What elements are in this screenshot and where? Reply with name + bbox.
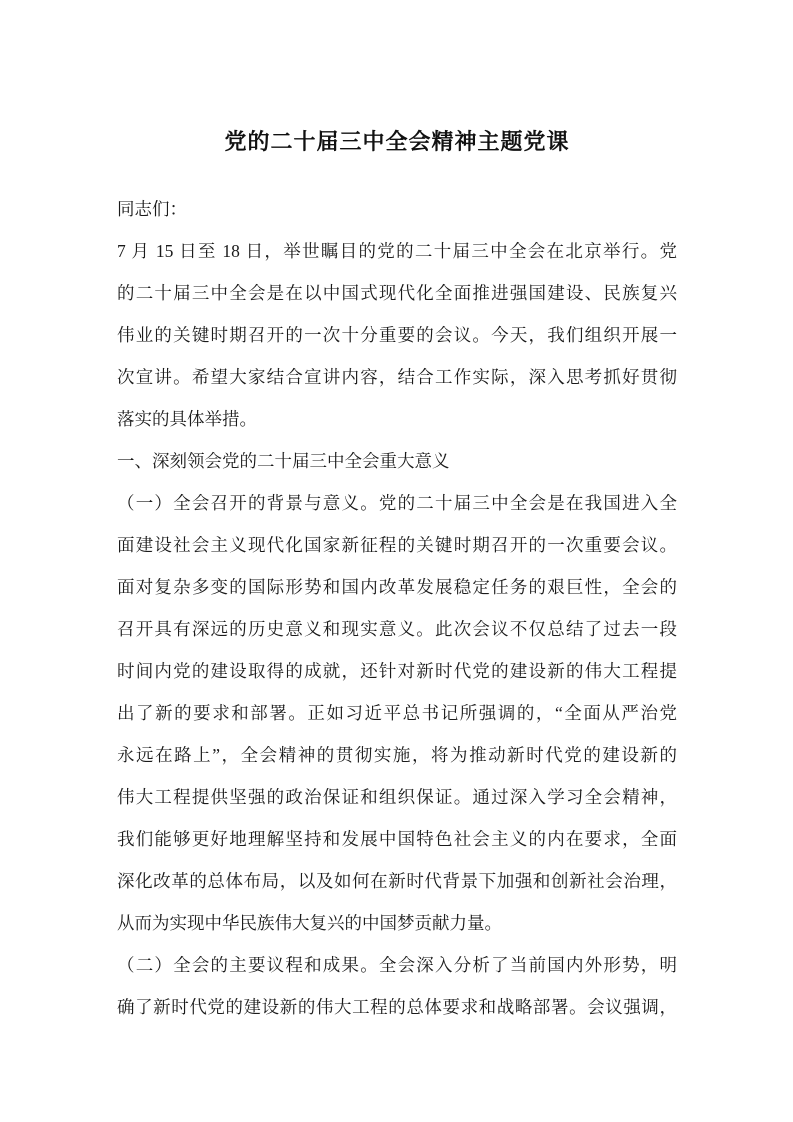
document-title: 党的二十届三中全会精神主题党课 — [224, 129, 570, 154]
text-line: 伟大工程提供坚强的政治保证和组织保证。通过深入学习全会精神， — [117, 787, 677, 807]
text-line: 面建设社会主义现代化国家新征程的关键时期召开的一次重要会议。 — [117, 535, 677, 555]
text-line: 面对复杂多变的国际形势和国内改革发展稳定任务的艰巨性，全会的 — [117, 577, 677, 597]
text-line: 出了新的要求和部署。正如习近平总书记所强调的，“全面从严治党 — [117, 703, 677, 723]
text-line: 召开具有深远的历史意义和现实意义。此次会议不仅总结了过去一段 — [117, 619, 677, 639]
text-line: 深化改革的总体布局，以及如何在新时代背景下加强和创新社会治理， — [117, 871, 677, 891]
text-line: （二）全会的主要议程和成果。全会深入分析了当前国内外形势，明 — [117, 955, 677, 975]
text-line: 确了新时代党的建设新的伟大工程的总体要求和战略部署。会议强调， — [117, 997, 677, 1017]
text-line: 7 月 15 日至 18 日，举世瞩目的党的二十届三中全会在北京举行。党 — [117, 241, 677, 261]
text-line: 同志们： — [117, 199, 187, 219]
text-line: 从而为实现中华民族伟大复兴的中国梦贡献力量。 — [117, 913, 502, 933]
document-content — [117, 126, 677, 1028]
text-line: 伟业的关键时期召开的一次十分重要的会议。今天，我们组织开展一 — [117, 325, 677, 345]
text-line: 永远在路上”，全会精神的贯彻实施，将为推动新时代党的建设新的 — [117, 745, 677, 765]
text-line: 的二十届三中全会是在以中国式现代化全面推进强国建设、民族复兴 — [117, 283, 677, 303]
document-body — [117, 188, 677, 1028]
text-line: 我们能够更好地理解坚持和发展中国特色社会主义的内在要求，全面 — [117, 829, 677, 849]
text-line: 次宣讲。希望大家结合宣讲内容，结合工作实际，深入思考抓好贯彻 — [117, 367, 677, 387]
text-line: （一）全会召开的背景与意义。党的二十届三中全会是在我国进入全 — [117, 493, 677, 513]
text-line: 落实的具体举措。 — [117, 409, 257, 429]
text-line: 一、深刻领会党的二十届三中全会重大意义 — [117, 451, 450, 471]
text-line: 时间内党的建设取得的成就，还针对新时代党的建设新的伟大工程提 — [117, 661, 677, 681]
